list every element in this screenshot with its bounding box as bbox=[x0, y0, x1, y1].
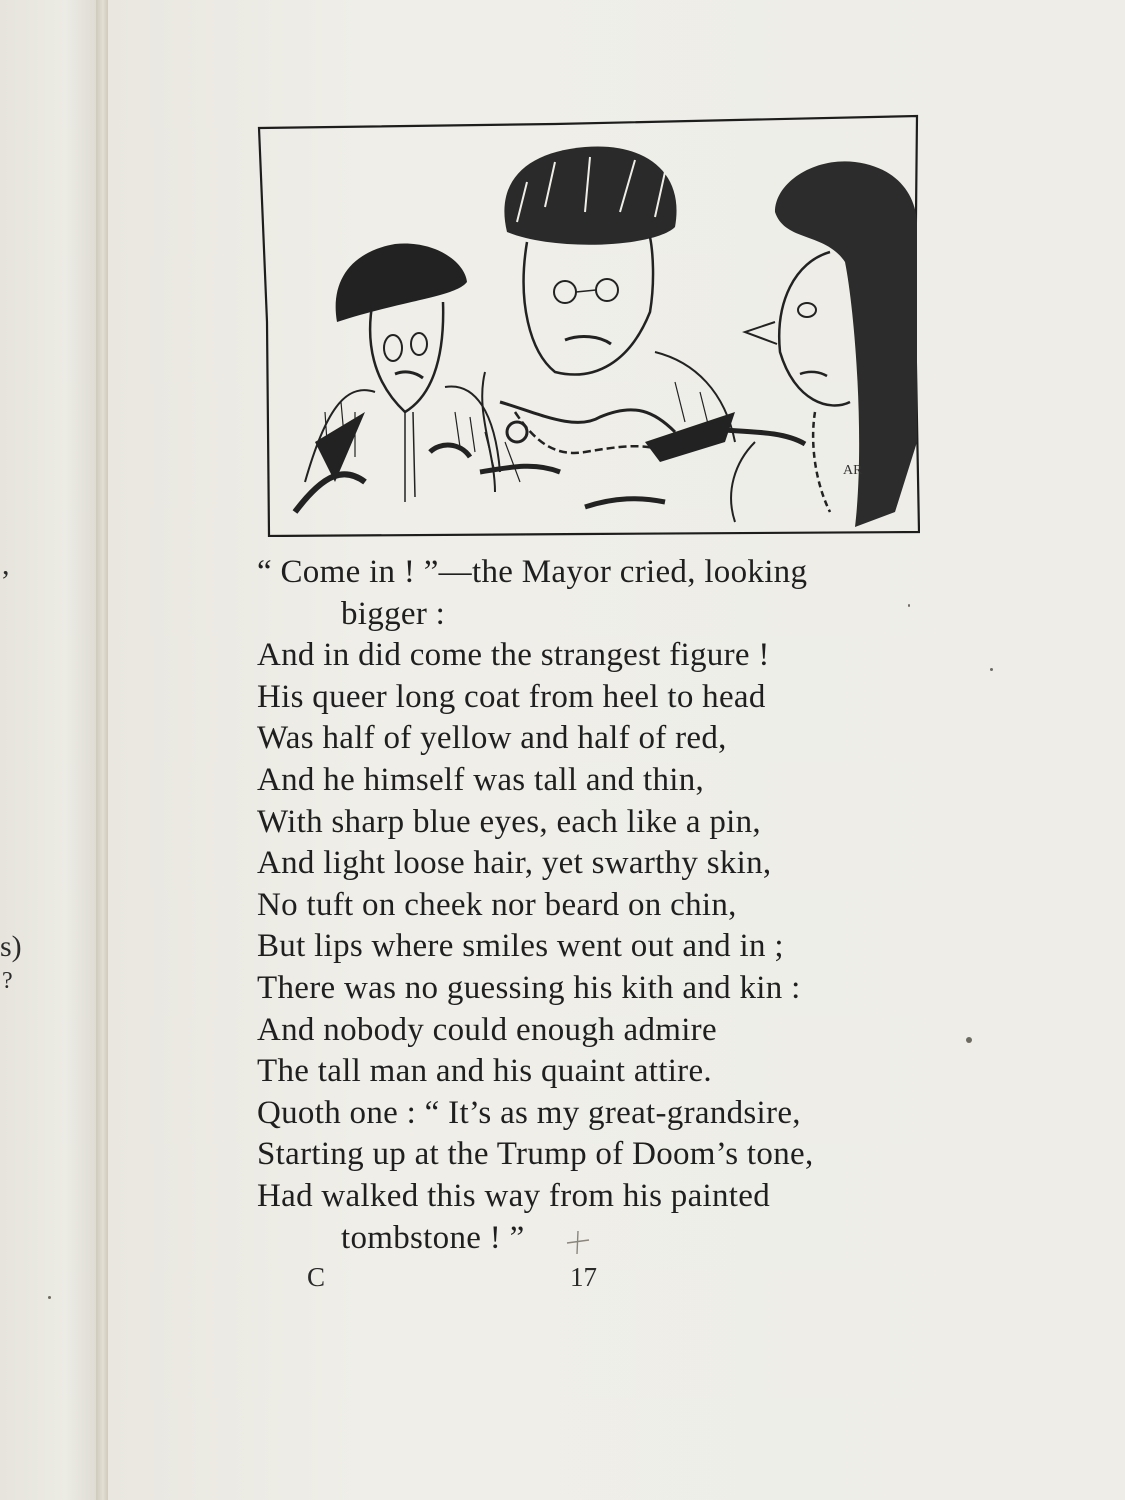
poem-line: His queer long coat from heel to head bbox=[257, 678, 766, 715]
poem-line: “ Come in ! ”—the Mayor cried, looking bbox=[257, 554, 808, 590]
figure-middle bbox=[480, 146, 735, 507]
illustration-three-aldermen bbox=[255, 112, 920, 537]
signature-letter: C bbox=[307, 1262, 326, 1292]
poem-line: Quoth one : “ It’s as my great-grandsire, bbox=[257, 1094, 801, 1131]
paper-speck bbox=[48, 1296, 51, 1299]
poem-line: But lips where smiles went out and in ; bbox=[257, 928, 784, 965]
left-page-fragment: ? bbox=[2, 968, 13, 994]
poem-line: Was half of yellow and half of red, bbox=[257, 720, 727, 757]
left-page bbox=[0, 0, 110, 1500]
artist-signature: AR bbox=[843, 463, 863, 478]
figure-left bbox=[295, 244, 500, 512]
poem-line: Had walked this way from his painted bbox=[257, 1177, 771, 1214]
poem-line: tombstone ! ” bbox=[341, 1219, 525, 1256]
poem-line: There was no guessing his kith and kin : bbox=[257, 969, 801, 1006]
figure-right bbox=[723, 161, 917, 527]
left-page-fragment: , bbox=[2, 548, 10, 581]
poem-line: And he himself was tall and thin, bbox=[257, 761, 705, 798]
poem-line: Starting up at the Trump of Doom’s tone, bbox=[257, 1136, 814, 1173]
paper-speck bbox=[990, 668, 993, 671]
poem-stanza bbox=[257, 552, 917, 1259]
poem-line: No tuft on cheek nor beard on chin, bbox=[257, 886, 737, 923]
paper-speck bbox=[908, 604, 910, 607]
page-number: 17 bbox=[570, 1262, 597, 1292]
poem-line: With sharp blue eyes, each like a pin, bbox=[257, 803, 761, 840]
poem-line: The tall man and his quaint attire. bbox=[257, 1053, 712, 1090]
poem-line: And in did come the strangest figure ! bbox=[257, 637, 770, 674]
poem-line: And light loose hair, yet swarthy skin, bbox=[257, 845, 772, 882]
paper-speck bbox=[966, 1037, 972, 1043]
poem-line: bigger : bbox=[341, 595, 446, 632]
poem-line: And nobody could enough admire bbox=[257, 1011, 717, 1048]
pencil-cross-mark bbox=[563, 1227, 593, 1257]
left-page-fragment: s) bbox=[0, 930, 22, 963]
